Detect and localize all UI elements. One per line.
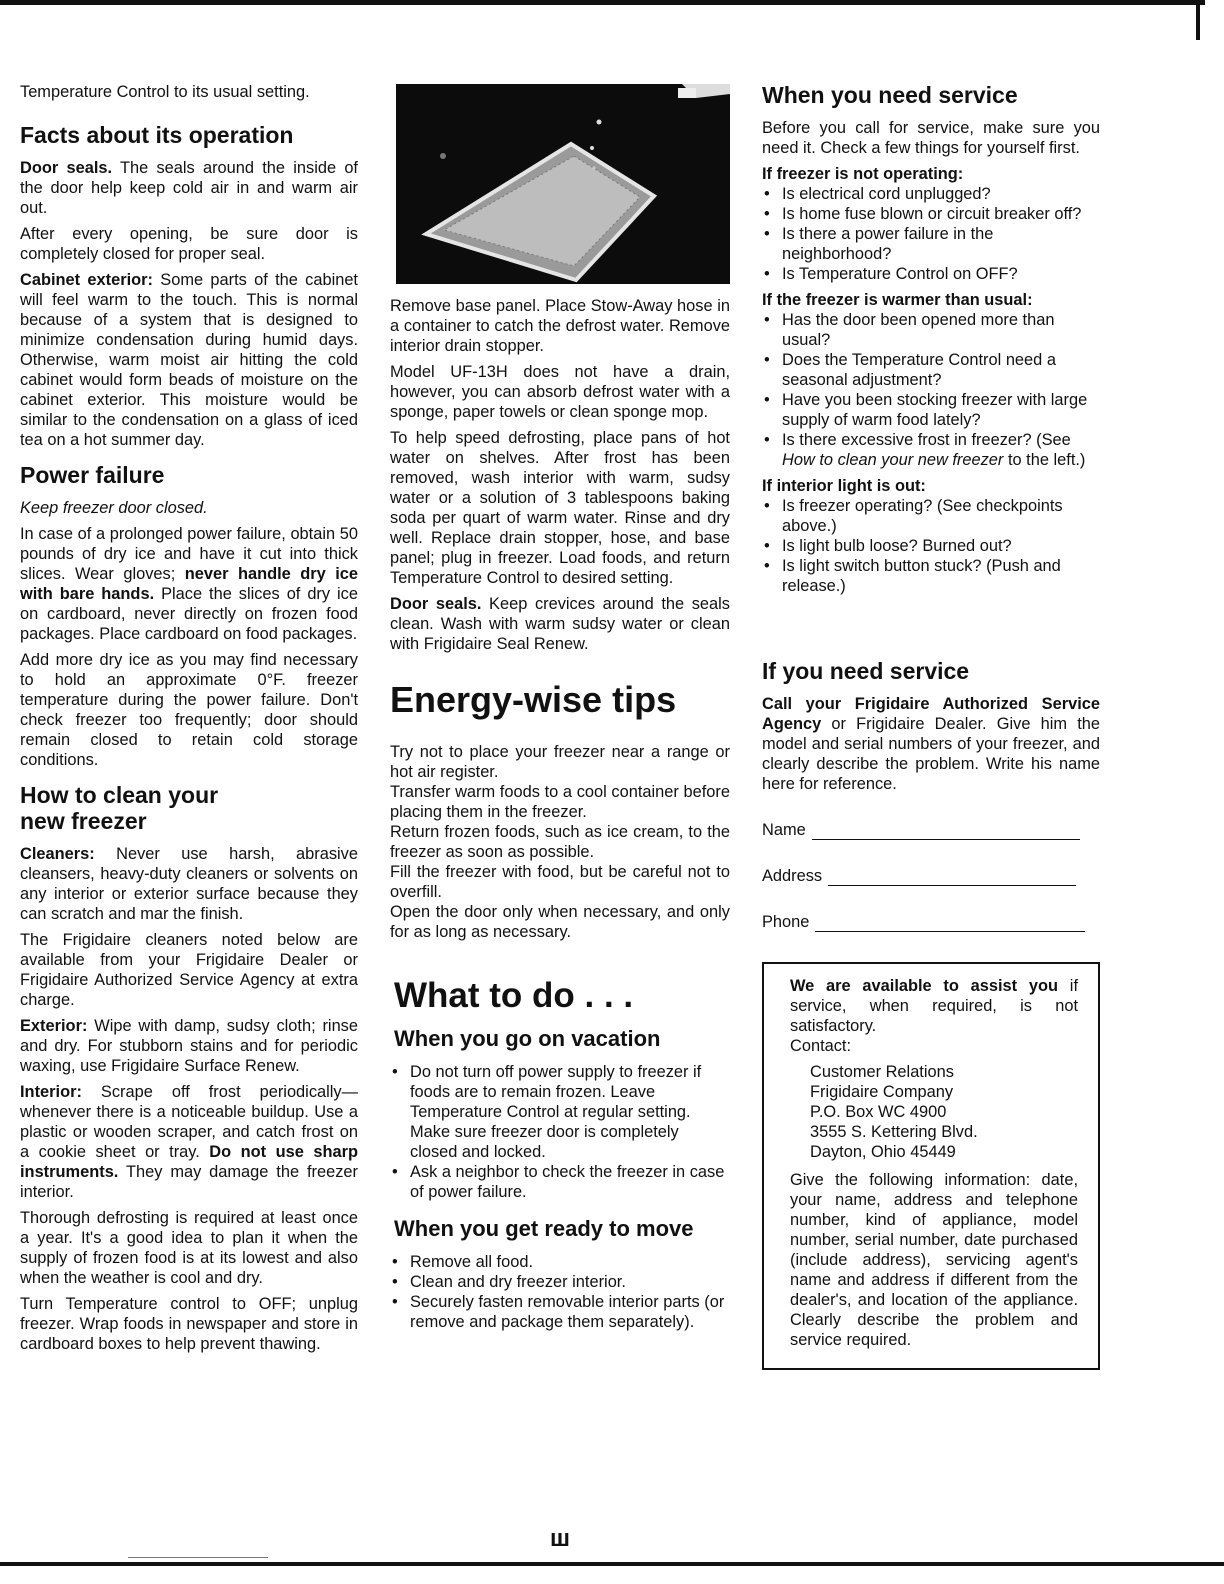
box-text: if service, when required, is not satisfactory. <box>790 977 1079 1035</box>
need-service-heading: When you need service <box>762 82 1018 108</box>
power-p1c: Place the slices of dry ice on cardboard, never directly on frozen food packages. Place cardboard on food packages. <box>20 585 358 643</box>
phone-line[interactable] <box>815 917 1085 932</box>
turn-off-paragraph: Turn Temperature control to OFF; unplug freezer. Wrap foods in newspaper and store in cardboard boxes to help prevent thawing. <box>20 1295 358 1353</box>
energy-heading: Energy-wise tips <box>390 679 677 720</box>
contact-box <box>762 962 1100 1370</box>
address-line-2: Frigidaire Company <box>810 1083 954 1101</box>
call-paragraph <box>762 694 1100 794</box>
exterior-text: Wipe with damp, sudsy cloth; rinse and dry. For stubborn stains and for periodic waxing, use Frigidaire Surface Renew. <box>20 1017 358 1075</box>
keep-closed-text: Keep freezer door closed. <box>20 499 208 517</box>
list-item: • Clean and dry freezer interior. <box>390 1272 730 1292</box>
remove-base-paragraph: Remove base panel. Place Stow-Away hose in a container to catch the defrost water. Remove interior drain stopper. <box>390 297 730 355</box>
cleaners-paragraph <box>20 844 358 924</box>
defrost-paragraph: Thorough defrosting is required at least once a year. It's a good idea to plan it when the supply of frozen food is at its lowest and also when the weather is cool and dry. <box>20 1209 358 1287</box>
frigidaire-cleaners-paragraph: The Frigidaire cleaners noted below are available from your Frigidaire Dealer or Frigidaire Authorized Service Agency at extra charge. <box>20 931 358 1009</box>
list-item: • Does the Temperature Control need a seasonal adjustment? <box>762 350 1100 390</box>
vacation-heading: When you go on vacation <box>394 1026 661 1051</box>
contact-label: Contact: <box>790 1037 852 1055</box>
list-item: • Is Temperature Control on OFF? <box>762 264 1100 284</box>
address-line[interactable] <box>828 871 1076 886</box>
address-line-1: Customer Relations <box>810 1063 954 1081</box>
power-paragraph-1 <box>20 524 358 644</box>
move-list <box>390 1252 730 1332</box>
frost-text-a: Is there excessive frost in freezer? (See <box>782 431 1071 449</box>
address-line-3: P.O. Box WC 4900 <box>810 1103 947 1121</box>
cleaners-label: Cleaners: <box>20 845 95 863</box>
power-paragraph-2: Add more dry ice as you may find necessary to hold an approximate 0°F. freezer temperature during the power failure. Don't check freezer too frequently; door should remain closed to retain cold storage conditions. <box>20 651 358 769</box>
column-middle <box>390 84 730 1338</box>
box-bold: We are available to assist you <box>790 977 1059 995</box>
call-text: or Frigidaire Dealer. Give him the model and serial numbers of your freezer, and clearly describe the problem. Write his name here for reference. <box>762 715 1100 793</box>
tip-2: Transfer warm foods to a cool container before placing them in the freezer. <box>390 783 730 821</box>
power-warning: never handle dry ice with bare hands. <box>20 565 359 603</box>
address-label: Address <box>762 867 823 885</box>
power-p1a: In case of a prolonged power failure, obtain 50 pounds of dry ice and have it cut into thick slices. Wear gloves; <box>20 525 358 583</box>
address-field[interactable] <box>762 866 1100 886</box>
warmer-list <box>762 310 1100 470</box>
address-line-5: Dayton, Ohio 45449 <box>810 1143 956 1161</box>
list-item: • Is home fuse blown or circuit breaker off? <box>762 204 1100 224</box>
frost-text-ref: How to clean your new freezer <box>782 451 1004 469</box>
tip-3: Return frozen foods, such as ice cream, to the freezer as soon as possible. <box>390 823 730 861</box>
page-number-mark: ш <box>550 1525 571 1552</box>
continued-text: Temperature Control to its usual setting. <box>20 83 310 101</box>
list-item <box>762 430 1100 470</box>
frost-text-c: to the left.) <box>1003 451 1086 469</box>
speed-paragraph: To help speed defrosting, place pans of hot water on shelves. After frost has been removed, wash interior with warm, sudsy water or a solution of 3 tablespoons baking soda per quart of warm water. Rinse and dry well. Replace drain stopper, hose, and base panel; plug in freezer. Load foods, and return Temperature Control to desired setting. <box>390 429 730 587</box>
facts-heading: Facts about its operation <box>20 122 294 148</box>
energy-tips <box>390 742 730 942</box>
interior-warning: Do not use sharp instruments. <box>20 1143 358 1181</box>
warmer-label: If the freezer is warmer than usual: <box>762 291 1033 309</box>
list-item: • Is electrical cord unplugged? <box>762 184 1100 204</box>
seals-paragraph <box>390 594 730 654</box>
page-border-right <box>1196 0 1200 40</box>
clean-heading: How to clean your new freezer <box>20 782 219 834</box>
phone-label: Phone <box>762 913 810 931</box>
after-opening-paragraph: After every opening, be sure door is completely closed for proper seal. <box>20 225 358 263</box>
move-heading: When you get ready to move <box>394 1216 694 1241</box>
list-item: • Is there a power failure in the neighborhood? <box>762 224 1100 264</box>
tip-1: Try not to place your freezer near a range or hot air register. <box>390 743 730 781</box>
interior-text-2: They may damage the freezer interior. <box>20 1163 358 1201</box>
seals-text: Keep crevices around the seals clean. Wash with warm sudsy water or clean with Frigidaire Seal Renew. <box>390 595 730 653</box>
vacation-list <box>390 1062 730 1202</box>
exterior-paragraph <box>20 1016 358 1076</box>
interior-label: Interior: <box>20 1083 82 1101</box>
list-item: • Securely fasten removable interior parts (or remove and package them separately). <box>390 1292 730 1332</box>
interior-paragraph <box>20 1082 358 1202</box>
what-to-do-heading: What to do . . . <box>394 976 634 1015</box>
cabinet-paragraph <box>20 270 358 450</box>
give-info-paragraph: Give the following information: date, your name, address and telephone number, kind of appliance, model number, serial number, date purchased (include address), servicing agent's name and address if different from the dealer's, and location of the appliance. Clearly describe the problem and service required. <box>790 1171 1078 1349</box>
tray-illustration <box>396 84 730 284</box>
column-right <box>762 82 1100 1370</box>
list-item: • Has the door been opened more than usual? <box>762 310 1100 350</box>
not-operating-label: If freezer is not operating: <box>762 165 964 183</box>
list-item: • Remove all food. <box>390 1252 730 1272</box>
list-item: • Do not turn off power supply to freezer if foods are to remain frozen. Leave Temperature Control at regular setting. Make sure freezer door is completely closed and locked. <box>390 1062 730 1162</box>
door-seals-paragraph <box>20 158 358 218</box>
door-seals-text: The seals around the inside of the door help keep cold air in and warm air out. <box>20 159 358 217</box>
list-item: • Is freezer operating? (See checkpoints above.) <box>762 496 1100 536</box>
list-item: • Is light switch button stuck? (Push and release.) <box>762 556 1100 596</box>
power-failure-heading: Power failure <box>20 462 165 488</box>
box-intro <box>790 976 1078 1036</box>
name-label: Name <box>762 821 806 839</box>
defrost-pan-photo <box>396 84 730 284</box>
list-item: • Ask a neighbor to check the freezer in case of power failure. <box>390 1162 730 1202</box>
phone-field[interactable] <box>762 912 1100 932</box>
interior-text: Scrape off frost periodically—whenever there is a noticeable buildup. Use a plastic or wooden scraper, and catch frost on a cookie sheet or tray. <box>20 1083 358 1161</box>
exterior-label: Exterior: <box>20 1017 88 1035</box>
seals-label: Door seals. <box>390 595 482 613</box>
list-item: • Have you been stocking freezer with large supply of warm food lately? <box>762 390 1100 430</box>
cabinet-label: Cabinet exterior: <box>20 271 153 289</box>
light-out-label: If interior light is out: <box>762 477 926 495</box>
page-border-top <box>0 0 1205 5</box>
door-seals-label: Door seals. <box>20 159 113 177</box>
address-block <box>790 1062 1078 1162</box>
not-operating-list <box>762 184 1100 284</box>
call-bold: Call your Frigidaire Authorized Service Agency <box>762 695 1100 733</box>
column-left <box>20 82 358 1360</box>
footer-rule <box>128 1557 268 1558</box>
cleaners-text: Never use harsh, abrasive cleansers, heavy-duty cleaners or solvents on any interior or exterior surface because they can scratch and mar the finish. <box>20 845 358 923</box>
tip-5: Open the door only when necessary, and only for as long as necessary. <box>390 903 730 941</box>
if-need-service-heading: If you need service <box>762 658 970 684</box>
service-intro: Before you call for service, make sure you need it. Check a few things for yourself first. <box>762 119 1100 157</box>
page-border-bottom <box>0 1562 1224 1566</box>
cabinet-text: Some parts of the cabinet will feel warm to the touch. This is normal because of a system that is designed to minimize condensation during humid days. Otherwise, warm moist air hitting the cold cabinet would form beads of moisture on the cabinet exterior. This moisture would be similar to the condensation on a glass of iced tea on a hot summer day. <box>20 271 358 449</box>
name-line[interactable] <box>812 825 1080 840</box>
name-field[interactable] <box>762 820 1100 840</box>
model-paragraph: Model UF-13H does not have a drain, however, you can absorb defrost water with a sponge, paper towels or clean sponge mop. <box>390 363 730 421</box>
address-line-4: 3555 S. Kettering Blvd. <box>810 1123 978 1141</box>
tip-4: Fill the freezer with food, but be careful not to overfill. <box>390 863 730 901</box>
list-item: • Is light bulb loose? Burned out? <box>762 536 1100 556</box>
light-list <box>762 496 1100 596</box>
